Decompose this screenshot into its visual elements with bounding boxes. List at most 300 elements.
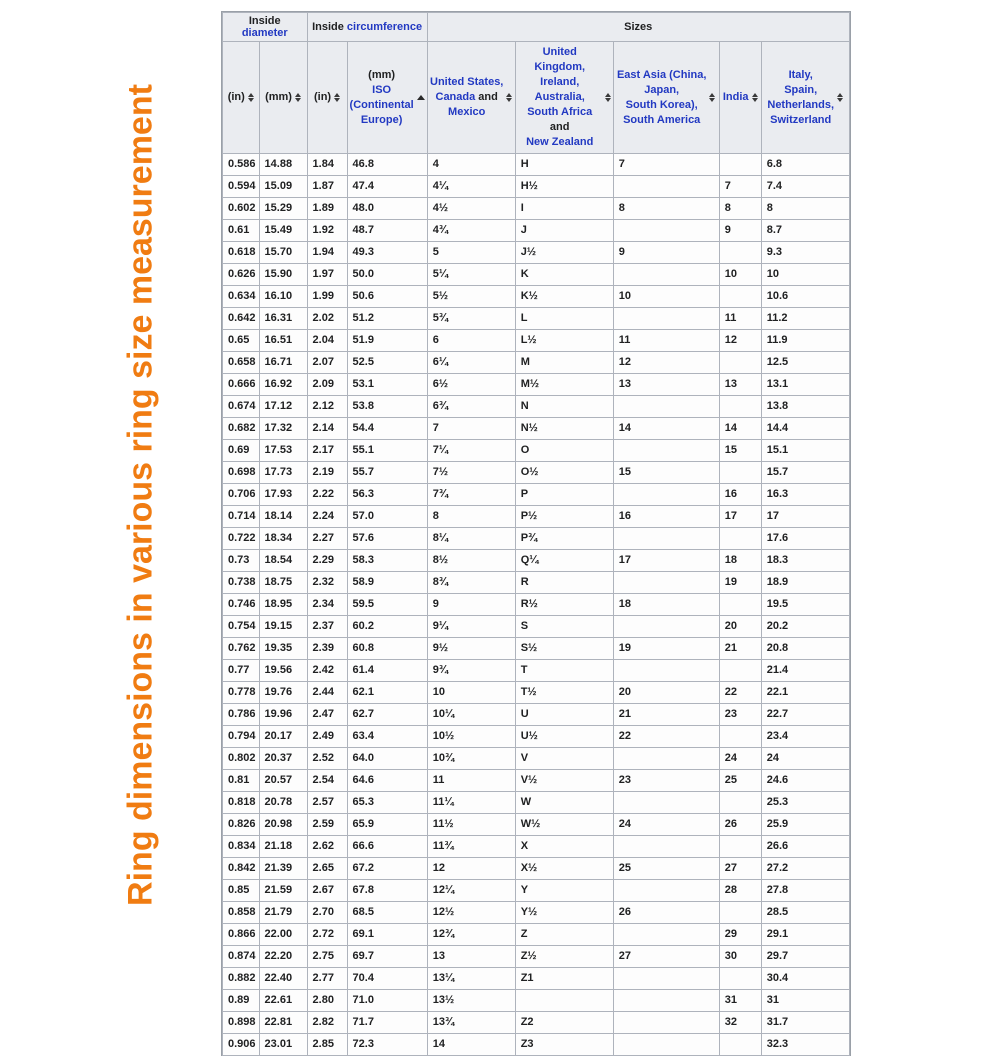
cell-east-asia-south-america — [613, 1034, 719, 1056]
cell-diameter-mm: 18.95 — [259, 594, 307, 616]
cell-east-asia-south-america — [613, 880, 719, 902]
col-header-label — [228, 90, 245, 105]
ring-size-table — [222, 12, 850, 1056]
cell-us-canada-mexico: 4 — [427, 154, 515, 176]
cell-diameter-in: 0.634 — [223, 286, 260, 308]
cell-east-asia-south-america — [613, 792, 719, 814]
circumference-mm-iso-link[interactable]: (Continental — [349, 98, 414, 111]
cell-uk-ireland-australia-southafrica-newzealand: L — [515, 308, 613, 330]
col-header-label — [430, 75, 503, 120]
col-header-label — [518, 45, 602, 150]
cell-uk-ireland-australia-southafrica-newzealand: V — [515, 748, 613, 770]
cell-circumference-mm-iso: 61.4 — [347, 660, 427, 682]
figure-caption: Ring dimensions in various ring size measurement — [121, 84, 160, 906]
us-canada-mexico-link[interactable]: United States, — [430, 76, 504, 88]
cell-circumference-in: 2.12 — [307, 396, 347, 418]
cell-india: 16 — [719, 484, 761, 506]
cell-us-canada-mexico: 9¾ — [427, 660, 515, 682]
cell-circumference-in: 2.34 — [307, 594, 347, 616]
cell-india: 18 — [719, 550, 761, 572]
cell-italy-spain-netherlands-switzerland: 11.9 — [761, 330, 849, 352]
cell-circumference-mm-iso: 70.4 — [347, 968, 427, 990]
cell-east-asia-south-america — [613, 264, 719, 286]
cell-india — [719, 154, 761, 176]
cell-uk-ireland-australia-southafrica-newzealand: P — [515, 484, 613, 506]
cell-circumference-in: 2.17 — [307, 440, 347, 462]
cell-india — [719, 528, 761, 550]
col-header-content — [616, 68, 717, 128]
cell-diameter-mm: 21.18 — [259, 836, 307, 858]
table-row — [223, 902, 850, 924]
cell-east-asia-south-america — [613, 396, 719, 418]
table-row — [223, 176, 850, 198]
us-canada-mexico-text: and — [475, 91, 498, 103]
col-header-label — [617, 68, 706, 128]
cell-circumference-mm-iso: 69.1 — [347, 924, 427, 946]
cell-us-canada-mexico: 5¼ — [427, 264, 515, 286]
cell-us-canada-mexico: 8¾ — [427, 572, 515, 594]
cell-diameter-in: 0.642 — [223, 308, 260, 330]
cell-east-asia-south-america: 12 — [613, 352, 719, 374]
us-canada-mexico-link[interactable]: Mexico — [448, 106, 486, 118]
cell-uk-ireland-australia-southafrica-newzealand: U — [515, 704, 613, 726]
col-header-east-asia-south-america[interactable] — [613, 42, 719, 154]
cell-diameter-in: 0.666 — [223, 374, 260, 396]
table-header — [223, 13, 850, 154]
cell-diameter-mm: 19.96 — [259, 704, 307, 726]
cell-circumference-mm-iso: 71.0 — [347, 990, 427, 1012]
cell-circumference-mm-iso: 56.3 — [347, 484, 427, 506]
cell-diameter-mm: 20.57 — [259, 770, 307, 792]
table-row — [223, 330, 850, 352]
cell-italy-spain-netherlands-switzerland: 24 — [761, 748, 849, 770]
cell-us-canada-mexico: 8 — [427, 506, 515, 528]
cell-circumference-in: 2.72 — [307, 924, 347, 946]
cell-diameter-mm: 20.37 — [259, 748, 307, 770]
cell-diameter-mm: 18.14 — [259, 506, 307, 528]
table-row — [223, 352, 850, 374]
cell-diameter-in: 0.674 — [223, 396, 260, 418]
cell-diameter-mm: 15.49 — [259, 220, 307, 242]
uk-ireland-australia-southafrica-newzealand-link[interactable]: Australia, — [534, 91, 585, 103]
table-row — [223, 462, 850, 484]
cell-circumference-mm-iso: 53.8 — [347, 396, 427, 418]
col-header-italy-spain-netherlands-switzerland[interactable] — [761, 42, 849, 154]
group-header-sizes — [427, 13, 849, 42]
cell-diameter-mm: 19.15 — [259, 616, 307, 638]
cell-uk-ireland-australia-southafrica-newzealand: I — [515, 198, 613, 220]
cell-uk-ireland-australia-southafrica-newzealand: H — [515, 154, 613, 176]
cell-circumference-in: 2.75 — [307, 946, 347, 968]
cell-diameter-in: 0.786 — [223, 704, 260, 726]
cell-circumference-mm-iso: 51.2 — [347, 308, 427, 330]
cell-us-canada-mexico: 11¾ — [427, 836, 515, 858]
cell-diameter-mm: 17.53 — [259, 440, 307, 462]
cell-uk-ireland-australia-southafrica-newzealand — [515, 990, 613, 1012]
col-header-diameter-in[interactable] — [223, 42, 260, 154]
cell-circumference-mm-iso: 54.4 — [347, 418, 427, 440]
cell-circumference-mm-iso: 47.4 — [347, 176, 427, 198]
cell-east-asia-south-america — [613, 484, 719, 506]
cell-east-asia-south-america — [613, 440, 719, 462]
cell-east-asia-south-america: 9 — [613, 242, 719, 264]
cell-circumference-mm-iso: 62.7 — [347, 704, 427, 726]
sort-both-icon — [248, 93, 254, 102]
table-row — [223, 264, 850, 286]
cell-italy-spain-netherlands-switzerland: 18.3 — [761, 550, 849, 572]
cell-east-asia-south-america: 11 — [613, 330, 719, 352]
table-row — [223, 550, 850, 572]
cell-italy-spain-netherlands-switzerland: 8.7 — [761, 220, 849, 242]
cell-us-canada-mexico: 5¾ — [427, 308, 515, 330]
cell-circumference-mm-iso: 66.6 — [347, 836, 427, 858]
cell-uk-ireland-australia-southafrica-newzealand: Z½ — [515, 946, 613, 968]
cell-us-canada-mexico: 7½ — [427, 462, 515, 484]
cell-india: 26 — [719, 814, 761, 836]
cell-us-canada-mexico: 10¾ — [427, 748, 515, 770]
cell-uk-ireland-australia-southafrica-newzealand: R — [515, 572, 613, 594]
cell-circumference-mm-iso: 57.6 — [347, 528, 427, 550]
uk-ireland-australia-southafrica-newzealand-link[interactable]: South Africa — [527, 106, 593, 118]
cell-east-asia-south-america: 13 — [613, 374, 719, 396]
table-row — [223, 748, 850, 770]
cell-circumference-mm-iso: 53.1 — [347, 374, 427, 396]
cell-italy-spain-netherlands-switzerland: 16.3 — [761, 484, 849, 506]
cell-diameter-mm: 21.79 — [259, 902, 307, 924]
cell-italy-spain-netherlands-switzerland: 9.3 — [761, 242, 849, 264]
cell-circumference-mm-iso: 59.5 — [347, 594, 427, 616]
cell-india — [719, 836, 761, 858]
cell-italy-spain-netherlands-switzerland: 22.7 — [761, 704, 849, 726]
cell-diameter-in: 0.594 — [223, 176, 260, 198]
cell-diameter-in: 0.858 — [223, 902, 260, 924]
cell-us-canada-mexico: 9¼ — [427, 616, 515, 638]
cell-us-canada-mexico: 12 — [427, 858, 515, 880]
cell-diameter-mm: 19.76 — [259, 682, 307, 704]
east-asia-south-america-link[interactable]: South America — [623, 113, 701, 126]
cell-east-asia-south-america: 16 — [613, 506, 719, 528]
cell-uk-ireland-australia-southafrica-newzealand: O — [515, 440, 613, 462]
cell-italy-spain-netherlands-switzerland: 25.3 — [761, 792, 849, 814]
cell-east-asia-south-america — [613, 1012, 719, 1034]
table-row — [223, 814, 850, 836]
cell-us-canada-mexico: 5½ — [427, 286, 515, 308]
cell-italy-spain-netherlands-switzerland: 11.2 — [761, 308, 849, 330]
cell-italy-spain-netherlands-switzerland: 17 — [761, 506, 849, 528]
cell-italy-spain-netherlands-switzerland: 26.6 — [761, 836, 849, 858]
cell-italy-spain-netherlands-switzerland: 12.5 — [761, 352, 849, 374]
cell-diameter-in: 0.802 — [223, 748, 260, 770]
cell-east-asia-south-america: 19 — [613, 638, 719, 660]
cell-uk-ireland-australia-southafrica-newzealand: P¾ — [515, 528, 613, 550]
col-header-diameter-mm[interactable] — [259, 42, 307, 154]
us-canada-mexico-link[interactable]: Canada — [435, 91, 476, 103]
cell-east-asia-south-america — [613, 990, 719, 1012]
circumference-mm-iso-link[interactable]: ISO — [372, 83, 392, 96]
cell-india: 24 — [719, 748, 761, 770]
cell-east-asia-south-america: 26 — [613, 902, 719, 924]
col-header-content — [518, 45, 611, 150]
cell-diameter-in: 0.658 — [223, 352, 260, 374]
table-row — [223, 374, 850, 396]
cell-us-canada-mexico: 4½ — [427, 198, 515, 220]
cell-circumference-mm-iso: 71.7 — [347, 1012, 427, 1034]
cell-us-canada-mexico: 13½ — [427, 990, 515, 1012]
cell-us-canada-mexico: 7¼ — [427, 440, 515, 462]
cell-india — [719, 352, 761, 374]
east-asia-south-america-link[interactable]: Japan, — [644, 83, 680, 96]
cell-us-canada-mexico: 7 — [427, 418, 515, 440]
cell-circumference-mm-iso: 64.0 — [347, 748, 427, 770]
cell-circumference-in: 2.04 — [307, 330, 347, 352]
cell-uk-ireland-australia-southafrica-newzealand: S — [515, 616, 613, 638]
cell-circumference-in: 1.89 — [307, 198, 347, 220]
cell-circumference-in: 2.39 — [307, 638, 347, 660]
col-header-content — [722, 90, 759, 105]
cell-diameter-mm: 15.90 — [259, 264, 307, 286]
cell-circumference-in: 2.57 — [307, 792, 347, 814]
cell-diameter-in: 0.794 — [223, 726, 260, 748]
inside-circumference-text: Inside — [312, 21, 347, 33]
cell-us-canada-mexico: 6¼ — [427, 352, 515, 374]
cell-circumference-mm-iso: 48.0 — [347, 198, 427, 220]
cell-diameter-mm: 17.32 — [259, 418, 307, 440]
cell-circumference-mm-iso: 46.8 — [347, 154, 427, 176]
cell-india — [719, 1034, 761, 1056]
cell-east-asia-south-america: 18 — [613, 594, 719, 616]
cell-uk-ireland-australia-southafrica-newzealand: T½ — [515, 682, 613, 704]
cell-uk-ireland-australia-southafrica-newzealand: H½ — [515, 176, 613, 198]
cell-circumference-in: 1.94 — [307, 242, 347, 264]
cell-india: 17 — [719, 506, 761, 528]
col-header-circumference-mm-iso[interactable] — [347, 42, 427, 154]
table-row — [223, 418, 850, 440]
cell-diameter-mm: 15.70 — [259, 242, 307, 264]
cell-diameter-mm: 18.54 — [259, 550, 307, 572]
cell-diameter-in: 0.81 — [223, 770, 260, 792]
table-row — [223, 396, 850, 418]
cell-circumference-in: 2.37 — [307, 616, 347, 638]
cell-diameter-in: 0.626 — [223, 264, 260, 286]
table-row — [223, 682, 850, 704]
cell-diameter-mm: 18.75 — [259, 572, 307, 594]
cell-india: 23 — [719, 704, 761, 726]
table-row — [223, 154, 850, 176]
cell-diameter-mm: 16.71 — [259, 352, 307, 374]
cell-diameter-in: 0.906 — [223, 1034, 260, 1056]
cell-us-canada-mexico: 4¼ — [427, 176, 515, 198]
cell-diameter-in: 0.834 — [223, 836, 260, 858]
inside-diameter-link[interactable]: diameter — [241, 27, 288, 39]
cell-east-asia-south-america: 23 — [613, 770, 719, 792]
cell-us-canada-mexico: 14 — [427, 1034, 515, 1056]
cell-diameter-in: 0.706 — [223, 484, 260, 506]
cell-east-asia-south-america — [613, 528, 719, 550]
table-row — [223, 506, 850, 528]
table-row — [223, 858, 850, 880]
cell-circumference-in: 1.84 — [307, 154, 347, 176]
diameter-in-text: (in) — [227, 91, 245, 103]
sort-both-icon — [752, 93, 758, 102]
cell-diameter-mm: 16.10 — [259, 286, 307, 308]
cell-circumference-mm-iso: 52.5 — [347, 352, 427, 374]
cell-india: 14 — [719, 418, 761, 440]
cell-uk-ireland-australia-southafrica-newzealand: Z2 — [515, 1012, 613, 1034]
cell-india: 8 — [719, 198, 761, 220]
cell-us-canada-mexico: 13¾ — [427, 1012, 515, 1034]
cell-circumference-mm-iso: 65.3 — [347, 792, 427, 814]
cell-italy-spain-netherlands-switzerland: 10.6 — [761, 286, 849, 308]
cell-circumference-in: 2.09 — [307, 374, 347, 396]
italy-spain-netherlands-switzerland-link[interactable]: Netherlands, — [767, 98, 835, 111]
cell-italy-spain-netherlands-switzerland: 29.1 — [761, 924, 849, 946]
italy-spain-netherlands-switzerland-link[interactable]: Spain, — [784, 83, 818, 96]
east-asia-south-america-link[interactable]: South Korea), — [625, 98, 698, 111]
cell-india — [719, 594, 761, 616]
cell-diameter-mm: 17.93 — [259, 484, 307, 506]
cell-us-canada-mexico: 4¾ — [427, 220, 515, 242]
cell-east-asia-south-america: 24 — [613, 814, 719, 836]
table-row — [223, 770, 850, 792]
cell-diameter-mm: 15.09 — [259, 176, 307, 198]
cell-india: 12 — [719, 330, 761, 352]
table-body — [223, 154, 850, 1056]
cell-east-asia-south-america — [613, 968, 719, 990]
cell-uk-ireland-australia-southafrica-newzealand: L½ — [515, 330, 613, 352]
cell-italy-spain-netherlands-switzerland: 8 — [761, 198, 849, 220]
cell-us-canada-mexico: 10½ — [427, 726, 515, 748]
cell-uk-ireland-australia-southafrica-newzealand: M — [515, 352, 613, 374]
sort-both-icon — [295, 93, 301, 102]
col-header-circumference-in[interactable] — [307, 42, 347, 154]
table-row — [223, 308, 850, 330]
cell-circumference-mm-iso: 58.9 — [347, 572, 427, 594]
cell-india: 28 — [719, 880, 761, 902]
cell-italy-spain-netherlands-switzerland: 17.6 — [761, 528, 849, 550]
east-asia-south-america-link[interactable]: East Asia (China, — [616, 68, 707, 81]
cell-italy-spain-netherlands-switzerland: 31 — [761, 990, 849, 1012]
cell-circumference-in: 2.65 — [307, 858, 347, 880]
cell-uk-ireland-australia-southafrica-newzealand: V½ — [515, 770, 613, 792]
table-row — [223, 572, 850, 594]
cell-circumference-in: 2.52 — [307, 748, 347, 770]
cell-us-canada-mexico: 13 — [427, 946, 515, 968]
cell-circumference-in: 2.42 — [307, 660, 347, 682]
cell-italy-spain-netherlands-switzerland: 7.4 — [761, 176, 849, 198]
cell-diameter-in: 0.746 — [223, 594, 260, 616]
cell-diameter-mm: 22.81 — [259, 1012, 307, 1034]
cell-circumference-mm-iso: 65.9 — [347, 814, 427, 836]
cell-italy-spain-netherlands-switzerland: 27.2 — [761, 858, 849, 880]
cell-diameter-in: 0.714 — [223, 506, 260, 528]
cell-italy-spain-netherlands-switzerland: 28.5 — [761, 902, 849, 924]
table-row — [223, 528, 850, 550]
cell-circumference-mm-iso: 60.8 — [347, 638, 427, 660]
cell-circumference-in: 2.67 — [307, 880, 347, 902]
table-row — [223, 880, 850, 902]
uk-ireland-australia-southafrica-newzealand-link[interactable]: New Zealand — [526, 136, 594, 148]
cell-east-asia-south-america: 7 — [613, 154, 719, 176]
cell-east-asia-south-america — [613, 660, 719, 682]
cell-italy-spain-netherlands-switzerland: 30.4 — [761, 968, 849, 990]
cell-india: 15 — [719, 440, 761, 462]
col-header-india[interactable] — [719, 42, 761, 154]
cell-diameter-in: 0.682 — [223, 418, 260, 440]
cell-east-asia-south-america — [613, 308, 719, 330]
cell-india: 32 — [719, 1012, 761, 1034]
cell-east-asia-south-america: 17 — [613, 550, 719, 572]
cell-east-asia-south-america: 15 — [613, 462, 719, 484]
sort-both-icon — [837, 93, 843, 102]
cell-uk-ireland-australia-southafrica-newzealand: N½ — [515, 418, 613, 440]
cell-india: 10 — [719, 264, 761, 286]
cell-uk-ireland-australia-southafrica-newzealand: Z — [515, 924, 613, 946]
table-row — [223, 220, 850, 242]
cell-india — [719, 726, 761, 748]
cell-east-asia-south-america — [613, 220, 719, 242]
uk-ireland-australia-southafrica-newzealand-link[interactable]: Ireland, — [540, 76, 580, 88]
cell-circumference-mm-iso: 49.3 — [347, 242, 427, 264]
cell-italy-spain-netherlands-switzerland: 20.8 — [761, 638, 849, 660]
cell-india: 25 — [719, 770, 761, 792]
cell-circumference-in: 2.19 — [307, 462, 347, 484]
italy-spain-netherlands-switzerland-link[interactable]: Switzerland — [770, 113, 832, 126]
cell-circumference-in: 1.92 — [307, 220, 347, 242]
table-row — [223, 990, 850, 1012]
table-row — [223, 836, 850, 858]
cell-diameter-mm: 14.88 — [259, 154, 307, 176]
circumference-mm-iso-link[interactable]: Europe) — [360, 113, 403, 126]
circumference-mm-iso-text: (mm) — [368, 68, 396, 81]
cell-uk-ireland-australia-southafrica-newzealand: X½ — [515, 858, 613, 880]
cell-diameter-in: 0.586 — [223, 154, 260, 176]
col-header-uk-ireland-australia-southafrica-newzealand[interactable] — [515, 42, 613, 154]
cell-east-asia-south-america — [613, 616, 719, 638]
cell-diameter-in: 0.866 — [223, 924, 260, 946]
cell-circumference-mm-iso: 55.1 — [347, 440, 427, 462]
cell-east-asia-south-america: 22 — [613, 726, 719, 748]
italy-spain-netherlands-switzerland-link[interactable]: Italy, — [788, 68, 813, 81]
cell-india: 31 — [719, 990, 761, 1012]
india-link[interactable]: India — [722, 91, 749, 103]
cell-italy-spain-netherlands-switzerland: 25.9 — [761, 814, 849, 836]
inside-circumference-link[interactable]: circumference — [346, 21, 423, 33]
cell-circumference-mm-iso: 60.2 — [347, 616, 427, 638]
cell-diameter-mm: 18.34 — [259, 528, 307, 550]
cell-uk-ireland-australia-southafrica-newzealand: T — [515, 660, 613, 682]
cell-italy-spain-netherlands-switzerland: 15.7 — [761, 462, 849, 484]
cell-italy-spain-netherlands-switzerland: 27.8 — [761, 880, 849, 902]
table-row — [223, 594, 850, 616]
cell-circumference-mm-iso: 63.4 — [347, 726, 427, 748]
cell-diameter-mm: 23.01 — [259, 1034, 307, 1056]
cell-us-canada-mexico: 8¼ — [427, 528, 515, 550]
cell-diameter-mm: 17.73 — [259, 462, 307, 484]
cell-diameter-mm: 22.61 — [259, 990, 307, 1012]
cell-uk-ireland-australia-southafrica-newzealand: X — [515, 836, 613, 858]
cell-circumference-in: 2.85 — [307, 1034, 347, 1056]
cell-diameter-in: 0.778 — [223, 682, 260, 704]
col-header-us-canada-mexico[interactable] — [427, 42, 515, 154]
cell-us-canada-mexico: 9½ — [427, 638, 515, 660]
cell-uk-ireland-australia-southafrica-newzealand: U½ — [515, 726, 613, 748]
cell-diameter-in: 0.61 — [223, 220, 260, 242]
cell-india — [719, 286, 761, 308]
uk-ireland-australia-southafrica-newzealand-link[interactable]: United Kingdom, — [534, 46, 586, 73]
cell-us-canada-mexico: 5 — [427, 242, 515, 264]
cell-italy-spain-netherlands-switzerland: 32.3 — [761, 1034, 849, 1056]
cell-circumference-mm-iso: 62.1 — [347, 682, 427, 704]
